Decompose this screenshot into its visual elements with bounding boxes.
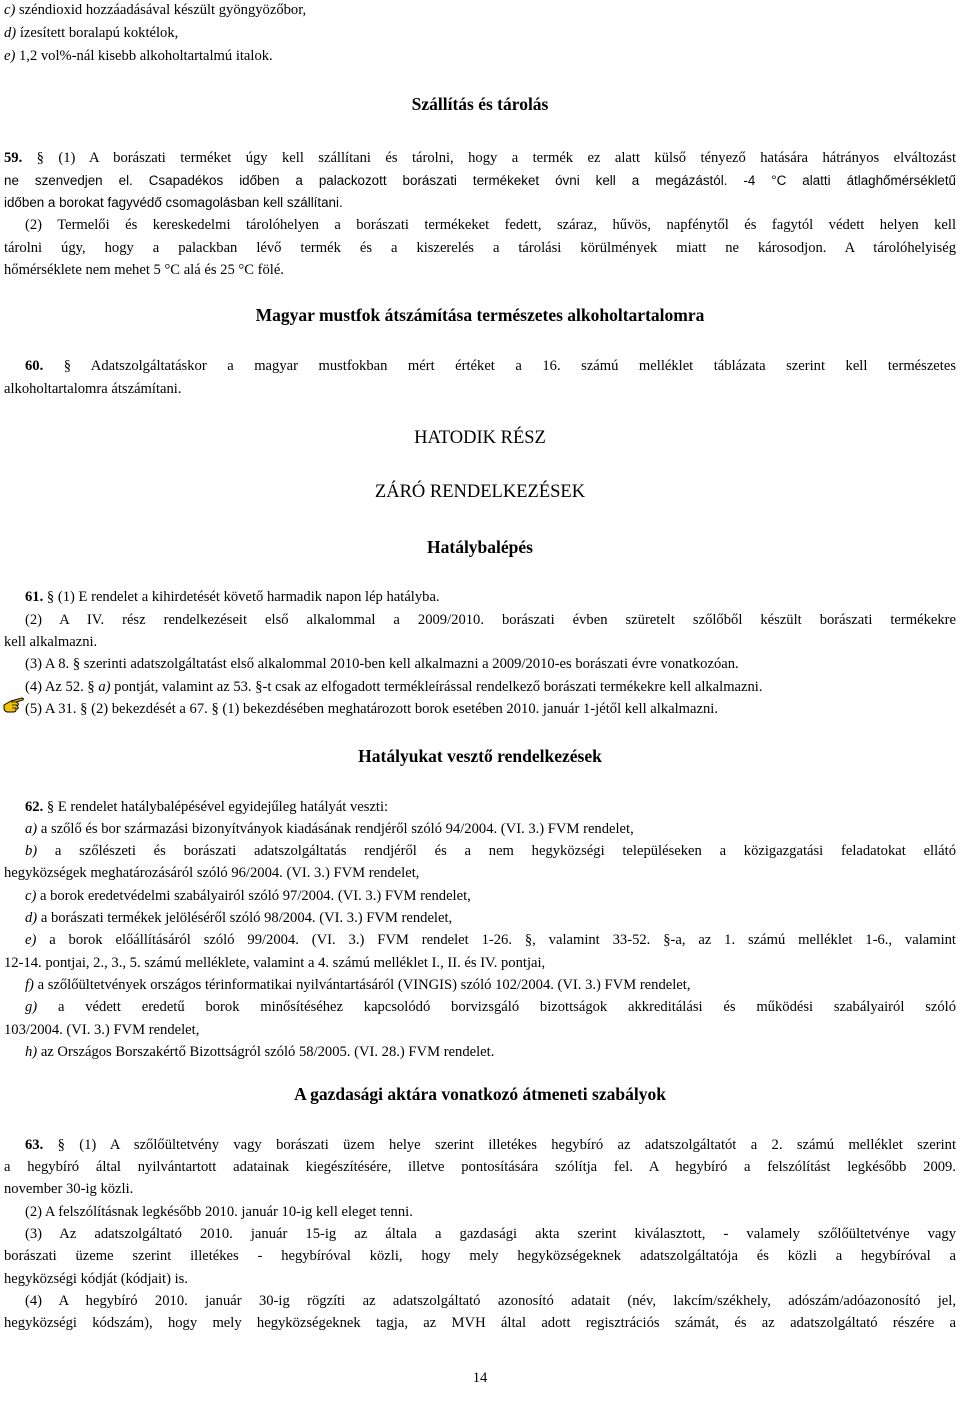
section-62-item-g-line-1: g) a védett eredetű borok minősítéséhez kapcsolódó borvizsgáló bizottságok akkreditálási és működési szabályairól szóló xyxy=(25,999,956,1015)
section-60-line-1: 60. § Adatszolgáltatáskor a magyar mustfokban mért értéket a 16. számú melléklet táblázata szerint kell természetes xyxy=(25,358,956,374)
section-63-para-4-line-2: hegyközségi kódszám), hogy mely hegyközségeknek tagja, az MVH által adott regisztrációs számát, és az adatszolgáltató részére a xyxy=(4,1315,956,1331)
list-item-e: e) 1,2 vol%-nál kisebb alkoholtartalmú italok. xyxy=(4,48,273,64)
section-59-para-2-line-3: hőmérséklete nem mehet 5 °C alá és 25 °C fölé. xyxy=(4,262,284,278)
section-link[interactable]: § xyxy=(43,589,55,605)
section-61-para-1: 61. § (1) E rendelet a kihirdetését követő harmadik napon lép hatályba. xyxy=(25,589,440,605)
section-63-para-3-line-1: (3) Az adatszolgáltató 2010. január 15-ig az általa a gazdasági akta szerint kiválasztott, - valamely szőlőültetvénye vagy xyxy=(25,1226,956,1242)
section-62-item-c: c) a borok eredetvédelmi szabályairól szóló 97/2004. (VI. 3.) FVM rendelet, xyxy=(25,888,471,904)
section-59-para-2-line-1: (2) Termelői és kereskedelmi tárolóhelyen a borászati termékeket fedett, száraz, hűvös, napfénytől és fagytól védett helyen kell xyxy=(25,217,956,233)
section-62-item-a: a) a szőlő és bor származási bizonyítványok kiadásának rendjéről szóló 94/2004. (VI. 3.) FVM rendelet, xyxy=(25,821,634,837)
section-63-line-3: november 30-ig közli. xyxy=(4,1181,134,1197)
section-59-line-3: időben a borokat fagyvédő csomagolásban kell szállítani. xyxy=(4,195,343,210)
section-59-line-1: 59. § (1) A borászati terméket úgy kell szállítani és tárolni, hogy a termék ez alatt külső tényező hatására hátrányos elváltozást xyxy=(4,150,956,166)
section-link[interactable]: § xyxy=(87,679,95,695)
section-62-item-h: h) az Országos Borszakértő Bizottságról szóló 58/2005. (VI. 28.) FVM rendelet. xyxy=(25,1044,495,1060)
list-item-d: d) ízesített boralapú koktélok, xyxy=(4,25,179,41)
section-59-para-2-line-2: tárolni úgy, hogy a palackban lévő termék és a kiszerelés a tárolási körülmények miatt ne károsodjon. A tárolóhelyiség xyxy=(4,240,956,256)
page-number: 14 xyxy=(472,1370,488,1386)
heading-part: HATODIK RÉSZ xyxy=(414,428,546,448)
heading-repealed-provisions: Hatályukat vesztő rendelkezések xyxy=(358,746,602,766)
section-link[interactable]: § xyxy=(43,1137,65,1153)
section-62-intro: 62. § E rendelet hatálybalépésével egyidejűleg hatályát veszti: xyxy=(25,799,389,815)
list-item-c: c) széndioxid hozzáadásával készült gyöngyözőbor, xyxy=(4,2,307,18)
heading-transitional-rules: A gazdasági aktára vonatkozó átmeneti szabályok xyxy=(294,1084,666,1104)
pointing-hand-icon[interactable] xyxy=(3,696,25,714)
section-61-para-2-line-2: kell alkalmazni. xyxy=(4,634,98,650)
section-63-para-2: (2) A felszólításnak legkésőbb 2010. január 10-ig kell eleget tenni. xyxy=(25,1204,413,1220)
section-link[interactable]: § xyxy=(80,701,88,717)
section-62-item-b-line-2: hegyközségek meghatározásáról szóló 96/2004. (VI. 3.) FVM rendelet, xyxy=(4,865,420,881)
section-62-item-b-line-1: b) a szőlészeti és borászati adatszolgáltatás rendjéről és a nem hegyközségi településeken a közigazgatási feladatokat ellátó xyxy=(25,843,956,859)
section-63-para-4-line-1: (4) A hegybíró 2010. január 30-ig rögzíti az adatszolgáltató azonosító adatait (név, lakcím/székhely, adószám/adóazonosító jel, xyxy=(25,1293,956,1309)
section-link[interactable]: § xyxy=(22,150,44,166)
heading-entry-into-force: Hatálybalépés xyxy=(427,537,533,557)
section-62-item-g-line-2: 103/2004. (VI. 3.) FVM rendelet, xyxy=(4,1022,200,1038)
section-61-para-5: (5) A 31. § (2) bekezdését a 67. § (1) bekezdésében meghatározott borok esetében 2010. január 1-jétől kell alkalmazni. xyxy=(25,701,718,717)
section-63-line-2: a hegybíró által nyilvántartott adatainak kiegészítésére, illetve pontosítására szólítja fel. A hegybíró a felszólítást legkésőbb 2009. xyxy=(4,1159,956,1175)
section-60-line-2: alkoholtartalomra átszámítani. xyxy=(4,381,182,397)
section-62-item-f: f) a szőlőültetvények országos térinformatikai nyilvántartásáról (VINGIS) szóló 102/2004. (VI. 3.) FVM rendelet, xyxy=(25,977,691,993)
section-63-para-3-line-3: hegyközségi kódját (kódjait) is. xyxy=(4,1271,189,1287)
heading-transport: Szállítás és tárolás xyxy=(411,94,549,114)
section-link[interactable]: § xyxy=(511,932,533,948)
section-61-para-4: (4) Az 52. § a) pontját, valamint az 53. §-t csak az elfogadott termékleírással rendelkező borászati termékekre kell alkalmazni. xyxy=(25,679,763,695)
section-link[interactable]: § xyxy=(43,358,72,374)
section-link[interactable]: § xyxy=(255,679,263,695)
section-63-para-3-line-2: borászati üzeme szerint illetékes - hegybíróval közli, hogy mely hegyközségeknek adatszolgáltatója és közli a hegybíróval a xyxy=(4,1248,956,1264)
section-link[interactable]: § xyxy=(72,656,81,672)
section-61-para-2-line-1: (2) A IV. rész rendelkezéseit első alkalommal a 2009/2010. borászati évben szüretelt szőlőből készült borászati termékekre xyxy=(25,612,956,628)
section-link[interactable]: § xyxy=(43,799,55,815)
section-63-line-1: 63. § (1) A szőlőültetvény vagy borászati üzem helye szerint illetékes hegybíró az adatszolgáltatót a 2. számú melléklet szerint xyxy=(25,1137,957,1153)
section-62-item-d: d) a borászati termékek jelöléséről szóló 98/2004. (VI. 3.) FVM rendelet, xyxy=(25,910,453,926)
section-link[interactable]: § xyxy=(211,701,219,717)
heading-must: Magyar mustfok átszámítása természetes alkoholtartalomra xyxy=(255,305,705,325)
section-59-line-2: ne szenvedjen el. Csapadékos időben a palackozott borászati termékeket óvni kell a megázástól. -4 °C alatti átlaghőmérsékletű xyxy=(4,173,956,188)
section-61-para-3: (3) A 8. § szerinti adatszolgáltatást első alkalommal 2010-ben kell alkalmazni a 2009/2010-es borászati évre vonatkozóan. xyxy=(25,656,739,672)
section-62-item-e-line-2: 12-14. pontjai, 2., 3., 5. számú melléklete, valamint a 4. számú melléklet I., II. és IV. pontjai, xyxy=(4,955,546,971)
section-link[interactable]: § xyxy=(663,932,671,948)
heading-final-provisions: ZÁRÓ RENDELKEZÉSEK xyxy=(374,482,586,502)
section-62-item-e-line-1: e) a borok előállításáról szóló 99/2004. (VI. 3.) FVM rendelet 1-26. §, valamint 33-52. §-a, az 1. számú melléklet 1-6., valamint xyxy=(25,932,956,948)
